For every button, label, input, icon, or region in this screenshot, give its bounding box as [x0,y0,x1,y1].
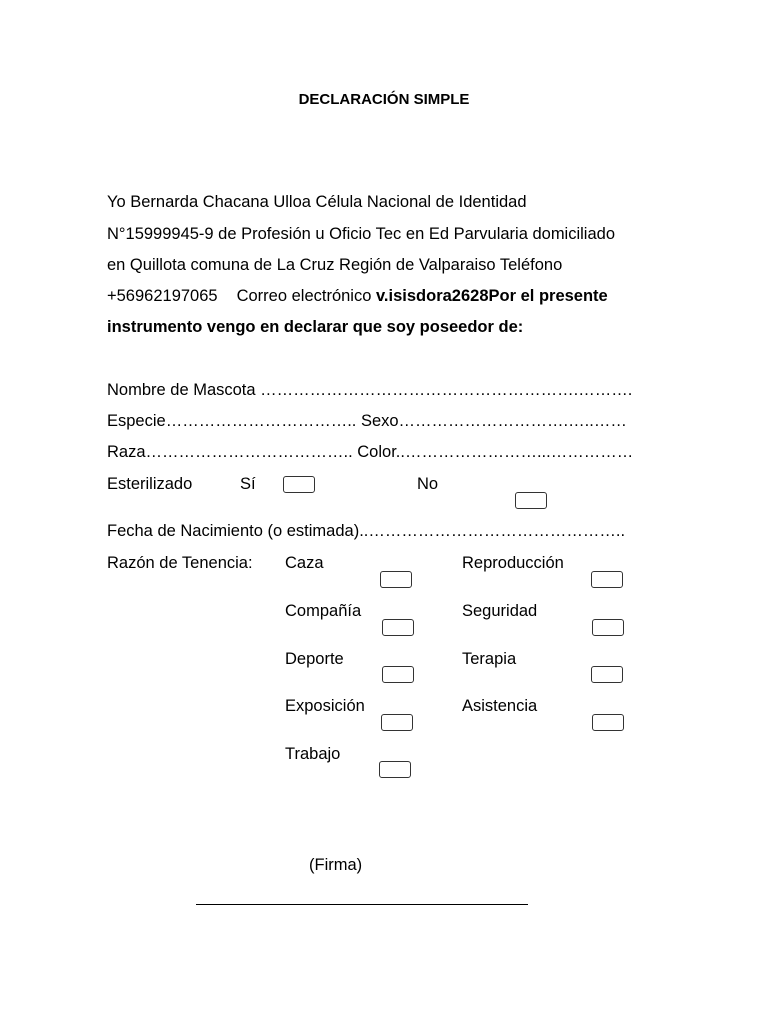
option-reproduccion-checkbox[interactable] [591,571,623,588]
document-title: DECLARACIÓN SIMPLE [298,91,470,108]
option-terapia-checkbox[interactable] [591,666,623,683]
option-deporte-label: Deporte [285,650,344,668]
razon-tenencia-label: Razón de Tenencia: [107,554,253,572]
si-checkbox[interactable] [283,476,315,493]
field-especie-sexo: Especie…………………………….. Sexo………………………….…..…… [107,412,627,430]
intro-line-4 [107,287,608,306]
option-seguridad-label: Seguridad [462,602,538,620]
email-value: v.isisdora2628Por el presente [375,287,608,305]
si-label: Sí [240,475,256,493]
signature-line[interactable] [196,904,528,905]
no-label: No [417,475,439,493]
intro-line-2: N°15999945-9 de Profesión u Oficio Tec en Ed Parvularia domiciliado [107,225,616,243]
option-asistencia-checkbox[interactable] [592,714,624,731]
option-deporte-checkbox[interactable] [382,666,414,683]
intro-line-5: instrumento vengo en declarar que soy poseedor de: [107,318,524,336]
field-raza-color: Raza……………………………….. Color..……………………...…………… [107,443,634,461]
option-compania-checkbox[interactable] [382,619,414,636]
option-trabajo-checkbox[interactable] [379,761,411,778]
email-label: Correo electrónico [236,287,372,305]
option-reproduccion-label: Reproducción [462,554,564,572]
option-caza-checkbox[interactable] [380,571,412,588]
option-trabajo-label: Trabajo [285,745,341,763]
option-seguridad-checkbox[interactable] [592,619,624,636]
option-terapia-label: Terapia [462,650,517,668]
option-asistencia-label: Asistencia [462,697,538,715]
option-exposicion-label: Exposición [285,697,365,715]
intro-line-3: en Quillota comuna de La Cruz Región de Valparaiso Teléfono [107,256,563,274]
esterilizado-label: Esterilizado [107,475,193,493]
option-caza-label: Caza [285,554,324,572]
firma-label: (Firma) [309,856,363,874]
option-exposicion-checkbox[interactable] [381,714,413,731]
intro-line-1: Yo Bernarda Chacana Ulloa Célula Nacional de Identidad [107,193,527,211]
phone-number: +56962197065 [107,287,218,305]
field-mascota: Nombre de Mascota ………………………………………………….………. [107,381,633,399]
field-fecha-nacimiento: Fecha de Nacimiento (o estimada)..……………………………………….. [107,522,626,540]
no-checkbox[interactable] [515,492,547,509]
option-compania-label: Compañía [285,602,362,620]
